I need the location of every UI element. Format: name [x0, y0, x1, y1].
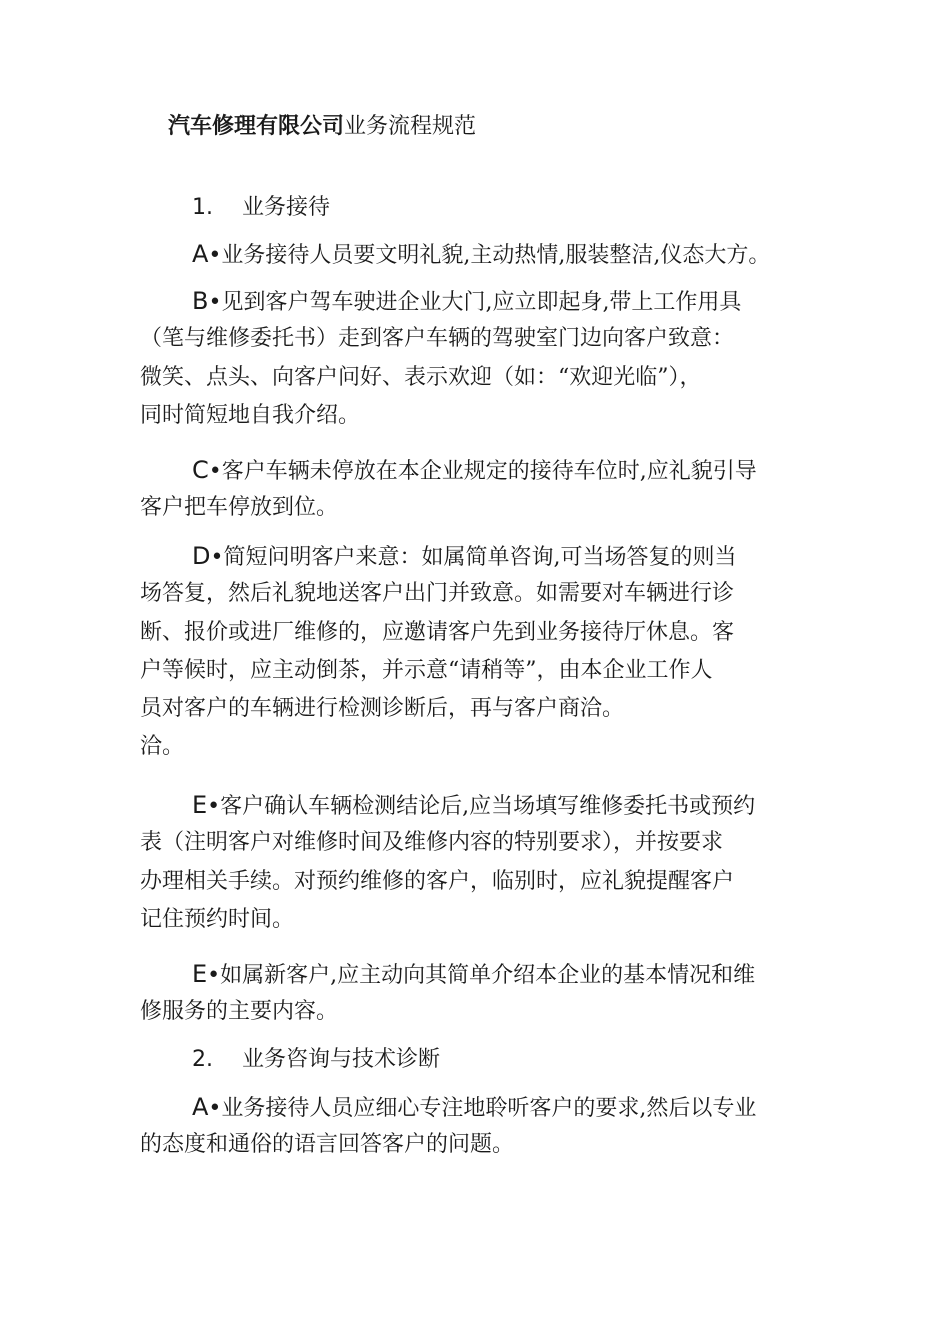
- item-letter: C: [192, 456, 209, 484]
- section-title: 业务接待: [242, 195, 331, 220]
- paragraph-line: E•如属新客户,应主动向其简单介绍本企业的基本情况和维: [192, 960, 756, 988]
- paragraph: [140, 235, 840, 273]
- section-title: 业务咨询与技术诊断: [242, 1047, 441, 1072]
- paragraph-line: 办理相关手续。对预约维修的客户，临别时，应礼貌提醒客户: [140, 868, 735, 894]
- paragraph-line: 微笑、点头、向客户问好、表示欢迎（如：“欢迎光临”），: [140, 364, 702, 390]
- title-rest: 业务流程规范: [344, 114, 477, 139]
- item-letter: A: [192, 1093, 209, 1121]
- section-number: 2.: [192, 1047, 213, 1072]
- paragraph: [140, 786, 840, 939]
- section-heading: [192, 1045, 440, 1075]
- item-letter: B: [192, 287, 209, 315]
- company-name: 汽车修理有限公司: [168, 114, 345, 139]
- item-letter: A: [192, 240, 209, 268]
- paragraph: [140, 1088, 840, 1165]
- paragraph: [140, 955, 840, 1032]
- paragraph-line: （笔与维修委托书）走到客户车辆的驾驶室门边向客户致意：: [140, 326, 735, 352]
- paragraph-line: 场答复，然后礼貌地送客户出门并致意。如需要对车辆进行诊: [140, 581, 735, 607]
- paragraph-line: C•客户车辆未停放在本企业规定的接待车位时,应礼貌引导: [192, 456, 757, 484]
- paragraph-line: 客户把车停放到位。: [140, 495, 339, 521]
- section-number: 1.: [192, 195, 213, 220]
- paragraph-line: A•业务接待人员应细心专注地聆听客户的要求,然后以专业: [192, 1093, 757, 1121]
- item-letter: E: [192, 791, 208, 819]
- paragraph: [140, 537, 840, 767]
- paragraph-line: 同时简短地自我介绍。: [140, 402, 361, 428]
- document-title: [168, 112, 476, 142]
- paragraph-line: B•见到客户驾车驶进企业大门,应立即起身,带上工作用具: [192, 287, 742, 315]
- paragraph-line: 洽。: [140, 734, 185, 760]
- section-heading: [192, 193, 330, 223]
- paragraph-line: 记住预约时间。: [140, 906, 295, 932]
- paragraph: [140, 451, 840, 528]
- paragraph-line: 的态度和通俗的语言回答客户的问题。: [140, 1132, 515, 1158]
- item-letter: E: [192, 960, 208, 988]
- paragraph-line: D•简短问明客户来意：如属简单咨询,可当场答复的则当: [192, 542, 737, 570]
- item-letter: D: [192, 542, 211, 570]
- paragraph-line: 断、报价或进厂维修的，应邀请客户先到业务接待厅休息。客: [140, 619, 735, 645]
- paragraph-line: 表（注明客户对维修时间及维修内容的特别要求），并按要求: [140, 830, 724, 856]
- paragraph-line: 员对客户的车辆进行检测诊断后，再与客户商洽。: [140, 696, 625, 722]
- paragraph-line: 户等候时，应主动倒茶，并示意“请稍等”，由本企业工作人: [140, 657, 713, 683]
- paragraph-line: 修服务的主要内容。: [140, 999, 339, 1025]
- paragraph-line: A•业务接待人员要文明礼貌,主动热情,服装整洁,仪态大方。: [192, 240, 771, 268]
- paragraph: [140, 282, 840, 435]
- paragraph-line: E•客户确认车辆检测结论后,应当场填写维修委托书或预约: [192, 791, 756, 819]
